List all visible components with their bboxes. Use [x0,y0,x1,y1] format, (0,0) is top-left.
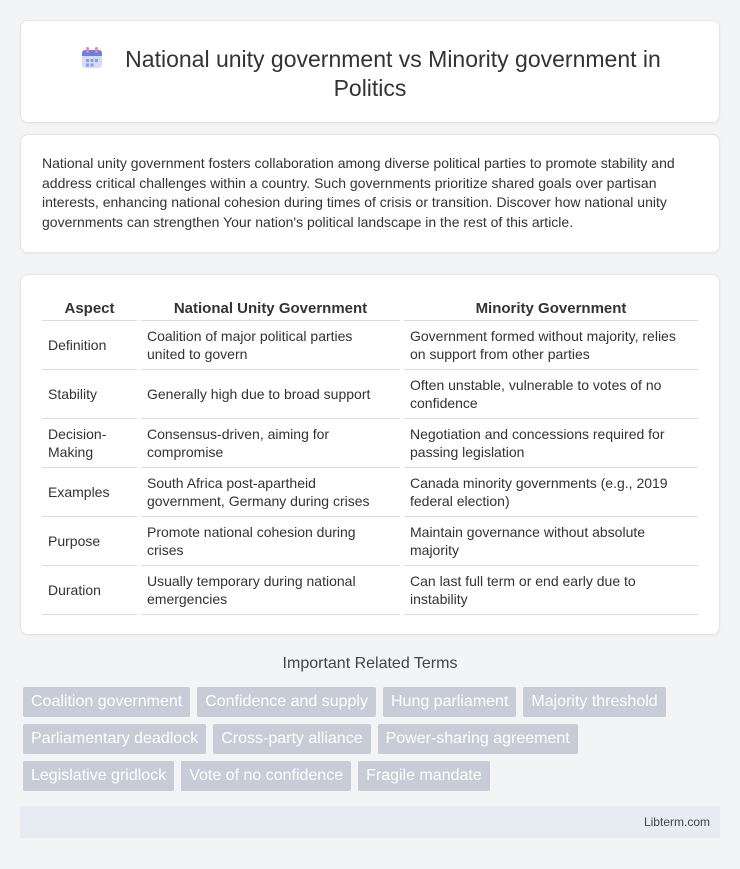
row-aspect: Purpose [42,516,139,565]
row-national-unity-value: Usually temporary during national emergencies [139,565,402,614]
footer [20,806,720,838]
related-term-tag[interactable]: Legislative gridlock [23,761,174,791]
related-terms-list [23,687,703,791]
table-row [42,320,698,369]
row-aspect: Stability [42,369,139,418]
row-minority-value: Canada minority governments (e.g., 2019 federal election) [402,467,698,516]
comparison-table [42,295,698,615]
calendar-icon [79,45,105,71]
table-header-row [42,295,698,320]
header-card [20,20,720,123]
page-title: National unity government vs Minority government in Politics [125,46,661,101]
related-terms-title: Important Related Terms [282,655,458,672]
related-term-tag[interactable]: Cross-party alliance [213,724,370,754]
intro-text: National unity government fosters collaboration among diverse political parties to promote stability and address critical challenges within a country. Such governments prioritize shared goals over partisan interests, enhancing national cohesion during times of crisis or transition. Discover how national unity governments can strengthen Your nation's political landscape in the rest of this article. [42,155,675,230]
related-term-tag[interactable]: Coalition government [23,687,190,717]
comparison-table-card [20,274,720,635]
row-aspect: Definition [42,320,139,369]
related-term-tag[interactable]: Majority threshold [523,687,665,717]
row-national-unity-value: Generally high due to broad support [139,369,402,418]
related-term-tag[interactable]: Power-sharing agreement [378,724,578,754]
related-term-tag[interactable]: Parliamentary deadlock [23,724,206,754]
row-aspect: Decision-Making [42,418,139,467]
related-term-tag[interactable]: Vote of no confidence [181,761,351,791]
row-national-unity-value: Promote national cohesion during crises [139,516,402,565]
footer-site-link[interactable]: Libterm.com [643,815,710,829]
table-row [42,565,698,614]
table-row [42,516,698,565]
related-term-tag[interactable]: Hung parliament [383,687,516,717]
row-minority-value: Maintain governance without absolute majority [402,516,698,565]
row-aspect: Examples [42,467,139,516]
table-row [42,418,698,467]
column-header-minority: Minority Government [402,295,698,320]
table-row [42,467,698,516]
row-minority-value: Can last full term or end early due to instability [402,565,698,614]
row-national-unity-value: South Africa post-apartheid government, Germany during crises [139,467,402,516]
row-aspect: Duration [42,565,139,614]
row-national-unity-value: Coalition of major political parties united to govern [139,320,402,369]
related-term-tag[interactable]: Fragile mandate [358,761,490,791]
related-term-tag[interactable]: Confidence and supply [197,687,376,717]
row-minority-value: Often unstable, vulnerable to votes of no confidence [402,369,698,418]
row-minority-value: Government formed without majority, relies on support from other parties [402,320,698,369]
table-row [42,369,698,418]
row-national-unity-value: Consensus-driven, aiming for compromise [139,418,402,467]
column-header-national-unity: National Unity Government [139,295,402,320]
intro-card [20,134,720,253]
page-title-row [21,45,719,103]
column-header-aspect: Aspect [42,295,139,320]
row-minority-value: Negotiation and concessions required for passing legislation [402,418,698,467]
